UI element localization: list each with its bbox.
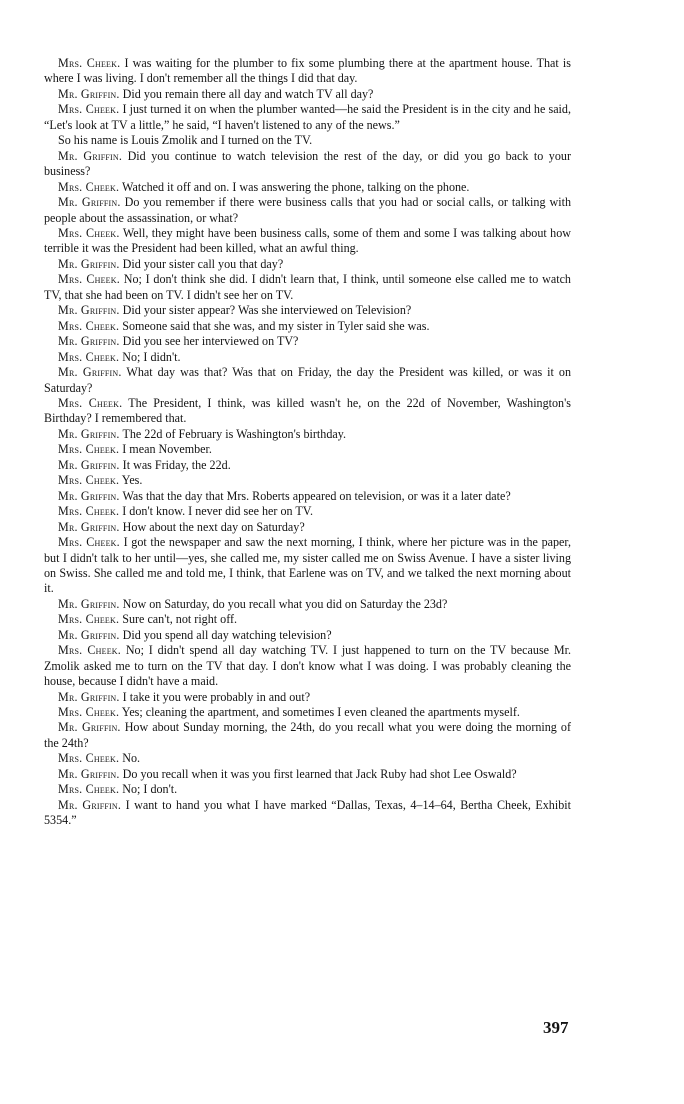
paragraph-text: Was that the day that Mrs. Roberts appeared on television, or was it a later date? [122, 488, 511, 503]
paragraph-text: How about Sunday morning, the 24th, do you recall what you were doing the morning of the 24th? [44, 720, 571, 750]
transcript-paragraph [44, 782, 571, 797]
transcript-paragraph [44, 195, 571, 226]
speaker-name: Mrs. Cheek. [58, 318, 120, 333]
paragraph-text: Yes. [121, 473, 143, 488]
transcript-paragraph [44, 767, 571, 782]
transcript-paragraph [44, 473, 571, 488]
paragraph-text: Watched it off and on. I was answering the phone, talking on the phone. [122, 179, 470, 194]
transcript-paragraph [44, 504, 571, 519]
transcript-paragraph [44, 56, 571, 87]
paragraph-text: Did you continue to watch television the rest of the day, or did you go back to your business? [44, 148, 571, 179]
speaker-name: Mrs. Cheek. [58, 643, 121, 658]
speaker-name: Mr. Griffin. [58, 256, 120, 271]
speaker-name: Mr. Griffin. [58, 365, 122, 380]
speaker-name: Mr. Griffin. [58, 797, 122, 812]
paragraph-text: Do you remember if there were business calls that you had or social calls, or talking with people about the assassination, or what? [44, 195, 571, 225]
speaker-name: Mr. Griffin. [58, 195, 121, 210]
paragraph-text: I just turned it on when the plumber wanted—he said the President is in the city and he said, “Let's look at TV a little,” he said, “I haven't listened to any of the news.” [44, 102, 571, 132]
transcript-paragraph [44, 365, 571, 396]
speaker-name: Mr. Griffin. [58, 596, 120, 611]
paragraph-text: I got the newspaper and saw the next morning, I think, where her picture was in the paper, but I didn't talk to her until—yes, she called me, my sister called me on Swiss Avenue. I have a sister living on Swiss. She called me and told me, I think, that Earlene was on TV, and we talked the next morning about it. [44, 535, 571, 596]
speaker-name: Mr. Griffin. [58, 689, 120, 704]
paragraph-text: I don't know. I never did see her on TV. [122, 504, 313, 519]
transcript-paragraph [44, 597, 571, 612]
transcript-paragraph [44, 535, 571, 597]
paragraph-text: Yes; cleaning the apartment, and sometimes I even cleaned the apartments myself. [121, 705, 520, 720]
paragraph-text: No. [122, 751, 141, 766]
speaker-name: Mr. Griffin. [58, 519, 120, 534]
speaker-name: Mr. Griffin. [58, 426, 120, 441]
paragraph-text: Did you see her interviewed on TV? [122, 334, 299, 349]
speaker-name: Mr. Griffin. [58, 488, 120, 503]
paragraph-text: No; I don't. [122, 782, 178, 797]
transcript-paragraph [44, 350, 571, 365]
transcript-paragraph [44, 458, 571, 473]
speaker-name: Mrs. Cheek. [58, 349, 120, 364]
transcript-paragraph [44, 798, 571, 829]
speaker-name: Mrs. Cheek. [58, 56, 121, 70]
paragraph-text: Sure can't, not right off. [122, 612, 238, 627]
transcript-paragraph [44, 303, 571, 318]
transcript-paragraph [44, 226, 571, 257]
speaker-name: Mrs. Cheek. [58, 612, 120, 627]
paragraph-text: Did your sister call you that day? [122, 256, 284, 271]
transcript-paragraph [44, 102, 571, 133]
speaker-name: Mrs. Cheek. [58, 225, 120, 240]
speaker-name: Mrs. Cheek. [58, 473, 120, 488]
speaker-name: Mrs. Cheek. [58, 102, 120, 117]
paragraph-text: How about the next day on Saturday? [122, 519, 305, 534]
speaker-name: Mrs. Cheek. [58, 442, 120, 457]
paragraph-text: I mean November. [122, 442, 212, 457]
speaker-name: Mr. Griffin. [58, 86, 120, 101]
transcript-paragraph [44, 751, 571, 766]
paragraph-text: What day was that? Was that on Friday, the day the President was killed, or was it on Saturday? [44, 365, 571, 395]
paragraph-text: Did your sister appear? Was she interviewed on Television? [122, 303, 412, 318]
speaker-name: Mr. Griffin. [58, 457, 120, 472]
paragraph-text: Now on Saturday, do you recall what you did on Saturday the 23d? [122, 596, 448, 611]
transcript-paragraph [44, 442, 571, 457]
paragraph-text: I take it you were probably in and out? [122, 689, 311, 704]
transcript-paragraph [44, 705, 571, 720]
speaker-name: Mr. Griffin. [58, 720, 121, 735]
paragraph-text: I was waiting for the plumber to fix some plumbing there at the apartment house. That is where I was living. I don't remember all the things I did that day. [44, 56, 571, 86]
transcript-paragraph [44, 319, 571, 334]
paragraph-text: So his name is Louis Zmolik and I turned on the TV. [58, 133, 313, 148]
transcript-paragraph [44, 690, 571, 705]
paragraph-text: The President, I think, was killed wasn't he, on the 22d of November, Washington's Birthday? I remembered that. [44, 395, 571, 426]
transcript-paragraph [44, 396, 571, 427]
speaker-name: Mrs. Cheek. [58, 705, 120, 720]
transcript-paragraph [44, 520, 571, 535]
transcript-paragraph [44, 643, 571, 689]
speaker-name: Mr. Griffin. [58, 334, 120, 349]
speaker-name: Mrs. Cheek. [58, 751, 120, 766]
speaker-name: Mrs. Cheek. [58, 504, 120, 519]
paragraph-text: The 22d of February is Washington's birthday. [122, 426, 347, 441]
transcript-paragraph [44, 628, 571, 643]
speaker-name: Mrs. Cheek. [58, 272, 120, 287]
paragraph-text: It was Friday, the 22d. [122, 457, 231, 472]
transcript-paragraph [44, 272, 571, 303]
paragraph-text: Did you remain there all day and watch TV all day? [122, 86, 374, 101]
speaker-name: Mrs. Cheek. [58, 179, 120, 194]
speaker-name: Mrs. Cheek. [58, 395, 123, 410]
transcript-paragraph [44, 149, 571, 180]
speaker-name: Mr. Griffin. [58, 303, 120, 318]
transcript-paragraph [44, 334, 571, 349]
paragraph-text: Do you recall when it was you first learned that Jack Ruby had shot Lee Oswald? [122, 766, 517, 781]
transcript-paragraph [44, 489, 571, 504]
speaker-name: Mrs. Cheek. [58, 782, 120, 797]
transcript-paragraph [44, 427, 571, 442]
transcript-paragraph [44, 720, 571, 751]
speaker-name: Mr. Griffin. [58, 148, 123, 163]
transcript-paragraph [44, 612, 571, 627]
speaker-name: Mrs. Cheek. [58, 535, 120, 550]
paragraph-text: No; I don't think she did. I didn't learn that, I think, until someone else called me to watch TV, that she had been on TV. I didn't see her on TV. [44, 272, 571, 302]
transcript-paragraph [44, 180, 571, 195]
paragraph-text: Someone said that she was, and my sister in Tyler said she was. [122, 318, 430, 333]
speaker-name: Mr. Griffin. [58, 766, 120, 781]
transcript-paragraph [44, 133, 571, 148]
paragraph-text: Did you spend all day watching television? [122, 627, 332, 642]
transcript-body [44, 56, 571, 829]
paragraph-text: I want to hand you what I have marked “Dallas, Texas, 4–14–64, Bertha Cheek, Exhibit 5354.” [44, 797, 571, 828]
page-number: 397 [543, 1018, 569, 1037]
transcript-paragraph [44, 257, 571, 272]
paragraph-text: No; I didn't. [122, 349, 181, 364]
speaker-name: Mr. Griffin. [58, 627, 120, 642]
paragraph-text: No; I didn't spend all day watching TV. I just happened to turn on the TV because Mr. Zmolik asked me to turn on the TV that day. I don't know what I was doing. I was probably cleaning the house, because I didn't have a maid. [44, 643, 571, 689]
transcript-paragraph [44, 87, 571, 102]
paragraph-text: Well, they might have been business calls, some of them and some I was talking about how terrible it was the President had been killed, what an awful thing. [44, 225, 571, 256]
